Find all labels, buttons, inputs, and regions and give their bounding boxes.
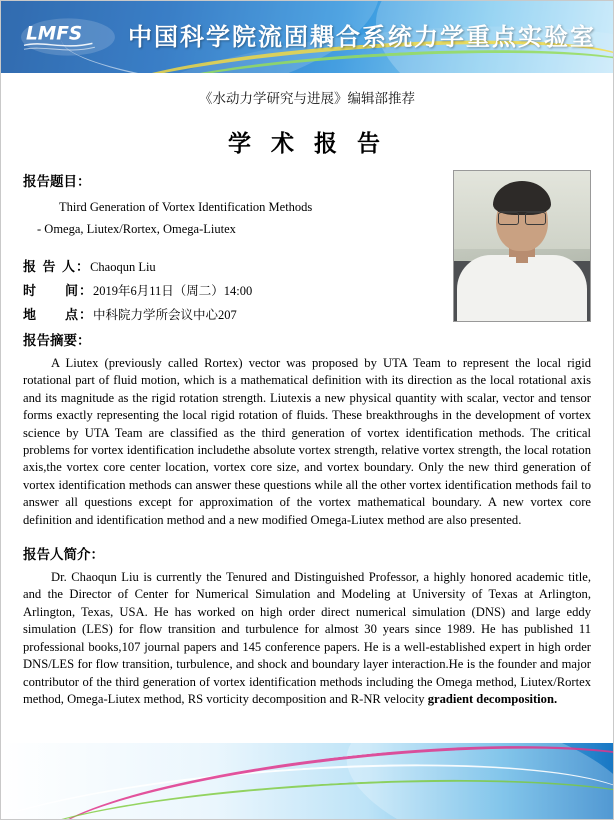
speaker-photo bbox=[453, 170, 591, 322]
topic-line-1: Third Generation of Vortex Identification Methods bbox=[59, 200, 313, 214]
topic-line-2: - Omega, Liutex/Rortex, Omega-Liutex bbox=[37, 222, 236, 236]
abstract-text bbox=[23, 355, 591, 529]
footer-banner bbox=[1, 743, 613, 819]
topic-label: 报告题目： bbox=[23, 174, 91, 190]
photo-collar-left bbox=[500, 257, 516, 291]
bio-text bbox=[23, 569, 591, 708]
bio-body: Dr. Chaoqun Liu is currently the Tenured and Distinguished Professor, a highly honored academic title, and the Director of Center for Numerical Simulation and Modeling at University of Texas at Arlington, Arlington, Texas, USA. He has worked on high order direct numerical simulation (DNS) and large eddy simulation (LES) for flow transition and turbulence for almost 30 years since 1989. He has published 11 professional books,107 journal papers and 145 conference papers. He is a well-established expert in high order DNS/LES for flow transition, turbulence, and shock and boundary layer interaction.He is the founder and major contributor of the third generation of vortex identification methods including the Omega method, Liutex/Rortex method, Omega-Liutex method, RS vorticity decomposition and R-NR velocity bbox=[23, 570, 591, 706]
bio-label: 报告人简介： bbox=[23, 547, 104, 564]
time-label: 时 间： bbox=[23, 284, 94, 299]
place-label: 地 点： bbox=[23, 308, 94, 323]
recommendation-line: 《水动力学研究与进展》编辑部推荐 bbox=[199, 91, 415, 107]
place-value: 中科院力学所会议中心207 bbox=[93, 308, 237, 322]
photo-collar-right bbox=[528, 257, 544, 291]
lmfs-logo-icon bbox=[19, 15, 117, 59]
svg-text:LMFS: LMFS bbox=[25, 23, 83, 45]
abstract-body: A Liutex (previously called Rortex) vector was proposed by UTA Team to represent the local rigid rotational part of fluid motion, which is a mathematical definition with its direction as the local rotational axis and its magnitude as the rigid rotation strength. Liutexis a new physical quantity with scalar, vector and tensor forms exactly representing the local rigid rotation of fluids. These breakthroughs in the development of vortex science by UTA Team are classified as the third generation of vortex identification methods. The critical problems for vortex identification includethe absolute vortex strength, relative vortex strength, the local rotation axis,the vortex core center location, vortex core size, and vortex boundary. Only the new third generation of vortex identification methods can answer these questions while all the other vortex identification methods fail to answer all questions except for approximation of the vortex mathematical boundary. A new vortex core definition and identification method and a new modified Omega-Liutex method are also presented. bbox=[23, 356, 591, 527]
photo-glasses bbox=[498, 211, 546, 224]
bio-body-tail: gradient decomposition. bbox=[427, 691, 558, 706]
abstract-label: 报告摘要： bbox=[23, 333, 91, 349]
speaker-label: 报 告 人： bbox=[23, 260, 91, 275]
page-title: 学 术 报 告 bbox=[227, 131, 387, 157]
speaker-value: Chaoqun Liu bbox=[90, 260, 156, 274]
photo-shirt bbox=[457, 255, 587, 321]
poster-content bbox=[1, 170, 613, 708]
lab-title: 中国科学院流固耦合系统力学重点实验室 bbox=[128, 23, 596, 51]
time-value: 2019年6月11日（周二）14:00 bbox=[93, 284, 253, 298]
header-banner bbox=[1, 1, 613, 73]
